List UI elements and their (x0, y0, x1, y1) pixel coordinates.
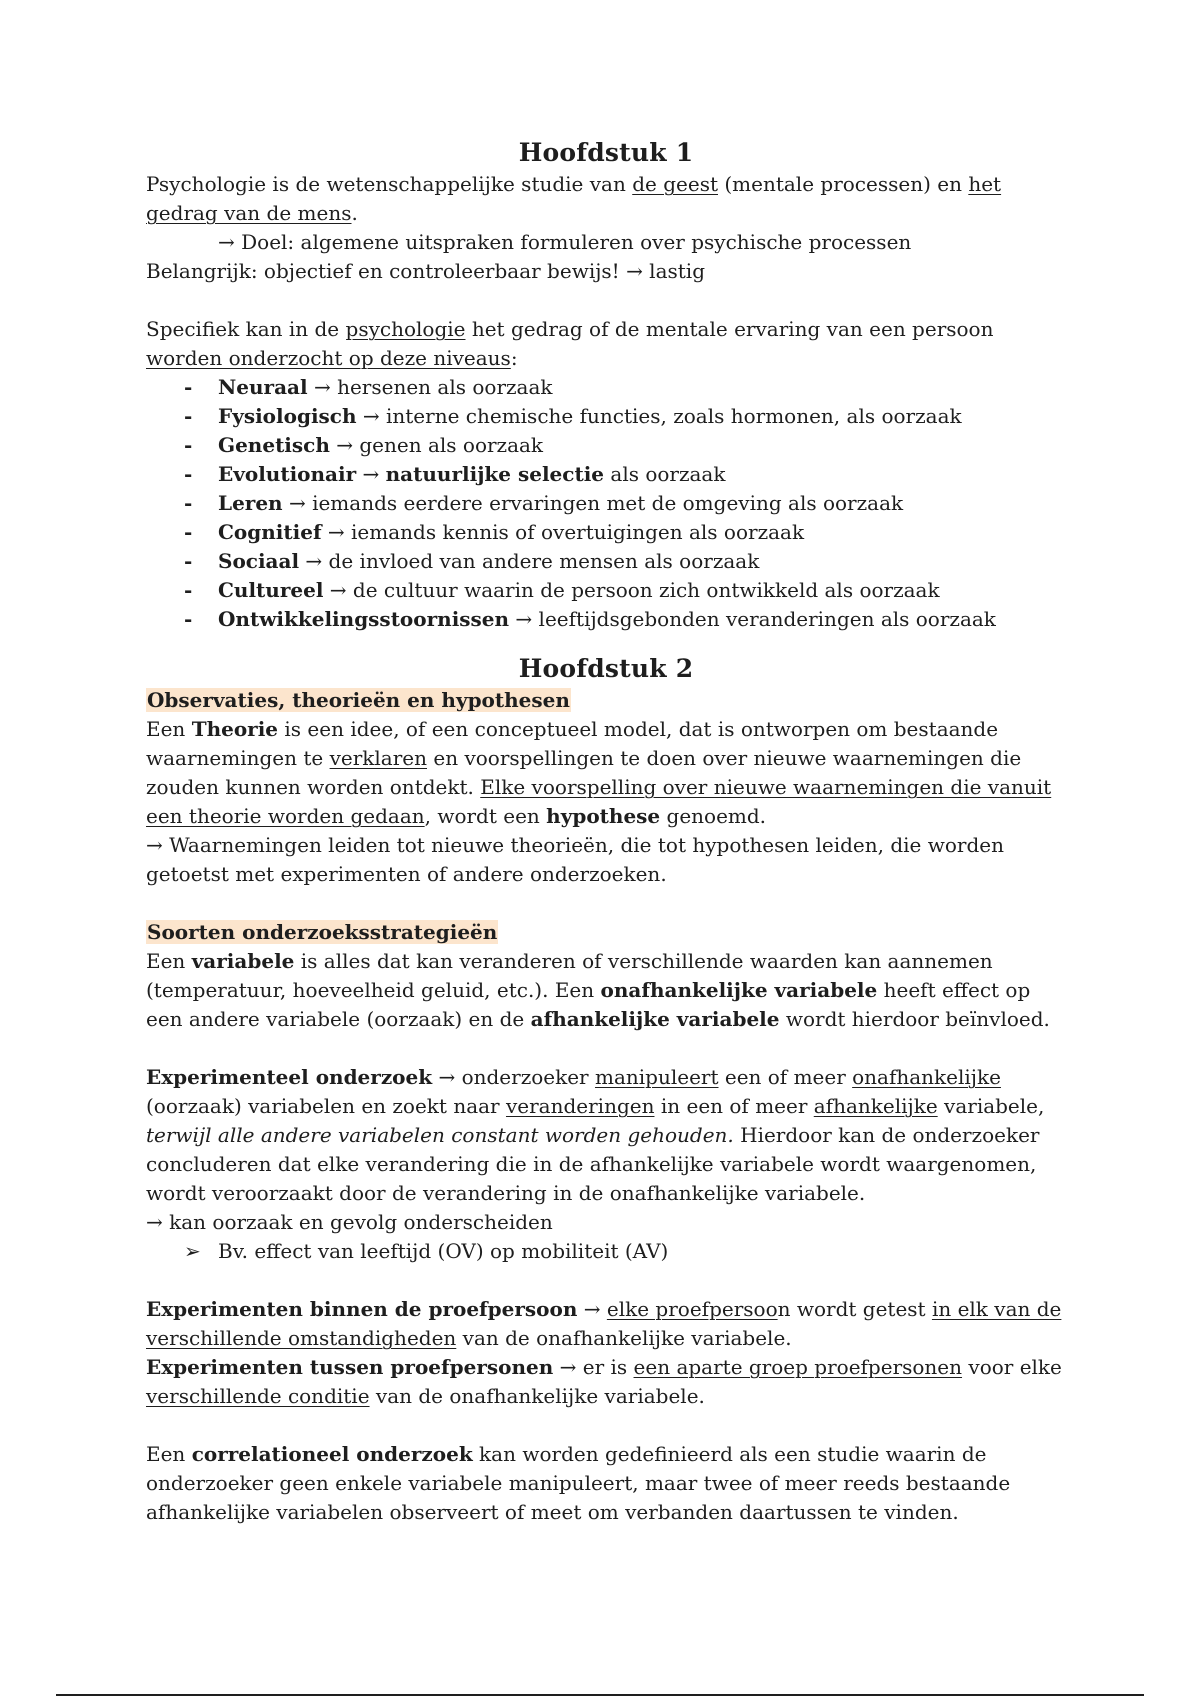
text-run: een of meer (718, 1065, 853, 1089)
list-item (146, 460, 1066, 489)
list-item (146, 576, 1066, 605)
arrowhead-bullet-icon: ➢ (184, 1239, 201, 1263)
underlined-text: verschillende conditie (146, 1384, 370, 1408)
list-item (146, 402, 1066, 431)
underlined-text: verklaren (329, 746, 428, 770)
example-text: Bv. effect van leeftijd (OV) op mobiliteit (AV) (218, 1239, 669, 1263)
text-run: Een (146, 949, 192, 973)
text-run: Een (146, 717, 192, 741)
bold-term: correlationeel onderzoek (191, 1442, 473, 1466)
level-description: → genen als oorzaak (329, 433, 544, 457)
spacer (146, 1411, 1066, 1440)
level-description: → de cultuur waarin de persoon zich ontwikkeld als oorzaak (323, 578, 940, 602)
bold-term: Experimenten tussen proefpersonen (146, 1355, 554, 1379)
page-bottom-rule (56, 1694, 1144, 1696)
list-item (146, 518, 1066, 547)
text-run: : (510, 346, 518, 370)
levels-list (146, 373, 1066, 634)
observations-heading (146, 686, 1066, 715)
example-item (146, 1237, 1066, 1266)
level-description: → de invloed van andere mensen als oorzaak (299, 549, 760, 573)
list-item (146, 373, 1066, 402)
highlighted-heading: Soorten onderzoeksstrategieën (147, 920, 498, 944)
spacer (146, 286, 1066, 315)
text-run: het gedrag of de mentale ervaring van een persoon (465, 317, 994, 341)
level-description: → leeftijdsgebonden veranderingen als oorzaak (509, 607, 996, 631)
highlighted-heading: Observaties, theorieën en hypothesen (147, 688, 570, 712)
between-subjects-paragraph (146, 1353, 1066, 1411)
level-term: Genetisch (218, 433, 330, 457)
text-run: in een of meer (654, 1094, 814, 1118)
text-run: Psychologie is de wetenschappelijke studie van (146, 172, 633, 196)
level-term: Sociaal (218, 549, 300, 573)
within-subjects-paragraph (146, 1295, 1066, 1353)
level-description: → iemands eerdere ervaringen met de omgeving als oorzaak (282, 491, 904, 515)
level-term-secondary: natuurlijke selectie (385, 462, 605, 486)
text-run: heeft effect op een andere variabele (oorzaak) en de (146, 978, 1031, 1031)
bold-term: Experimenteel onderzoek (146, 1065, 433, 1089)
text-run: n wordt getest (777, 1297, 932, 1321)
text-run: is alles dat kan veranderen of verschillende waarden kan aannemen (temperatuur, hoeveelheid geluid, etc.). Een (146, 949, 993, 1002)
text-run: → onderzoeker (432, 1065, 595, 1089)
text-run: van de onafhankelijke variabele. (456, 1326, 792, 1350)
list-item (146, 431, 1066, 460)
observations-arrow-line: → Waarnemingen leiden tot nieuwe theorieën, die tot hypothesen leiden, die worden getoetst met experimenten of andere onderzoeken. (146, 833, 1004, 886)
variable-paragraph (146, 947, 1066, 1034)
levels-intro (146, 315, 1066, 373)
bold-term: onafhankelijke variabele (600, 978, 878, 1002)
underlined-text: psychologie (345, 317, 466, 341)
cause-effect-line: → kan oorzaak en gevolg onderscheiden (146, 1210, 553, 1234)
underlined-text: worden onderzocht op deze niveaus (146, 346, 511, 370)
text-run: . (351, 201, 358, 225)
bold-term: afhankelijke variabele (530, 1007, 780, 1031)
level-description: → hersenen als oorzaak (307, 375, 553, 399)
chapter-1-title: Hoofdstuk 1 (518, 138, 694, 167)
level-term: Leren (218, 491, 283, 515)
list-item (146, 489, 1066, 518)
spacer (146, 634, 1066, 652)
text-run: van de onafhankelijke variabele. (369, 1384, 705, 1408)
bold-term: Theorie (191, 717, 279, 741)
experimental-paragraph (146, 1063, 1066, 1208)
spacer (146, 1266, 1066, 1295)
list-item (146, 605, 1066, 634)
level-description: → interne chemische functies, zoals hormonen, als oorzaak (356, 404, 962, 428)
text-run: en voorspellingen te doen over nieuwe waarnemingen die zouden kunnen worden ontdekt. (146, 746, 1022, 799)
bold-term: Experimenten binnen de proefpersoon (146, 1297, 578, 1321)
intro-paragraph (146, 170, 1066, 228)
text-run: wordt hierdoor beïnvloed. (779, 1007, 1050, 1031)
level-term: Neuraal (218, 375, 308, 399)
level-term: Ontwikkelingsstoornissen (218, 607, 510, 631)
underlined-text: afhankelijke (813, 1094, 938, 1118)
text-run: Specifiek kan in de (146, 317, 346, 341)
level-term: Cognitief (218, 520, 322, 544)
underlined-text: onafhankelijke (852, 1065, 1001, 1089)
underlined-text: de geest (632, 172, 718, 196)
chapter-2-title: Hoofdstuk 2 (518, 654, 694, 683)
list-item (146, 547, 1066, 576)
underlined-text: manipuleert (594, 1065, 719, 1089)
text-run: , wordt een (424, 804, 547, 828)
spacer (146, 889, 1066, 918)
strategies-heading (146, 918, 1066, 947)
theory-paragraph (146, 715, 1066, 831)
text-run: kan worden gedefinieerd als een studie waarin de onderzoeker geen enkele variabele manipuleert, maar twee of meer reeds bestaande afhankelijke variabelen observeert of meet om verbanden daartussen te vinden. (146, 1442, 1011, 1524)
text-run: is een idee, of een conceptueel model, dat is ontworpen om bestaande waarnemingen te (146, 717, 999, 770)
underlined-text: Elke voorspelling over nieuwe waarnemingen die vanuit een theorie worden gedaan (146, 775, 1052, 828)
level-term: Evolutionair (218, 462, 357, 486)
text-run: (oorzaak) variabelen en zoekt naar (146, 1094, 506, 1118)
text-run: Een (146, 1442, 192, 1466)
goal-line: → Doel: algemene uitspraken formuleren over psychische processen (218, 230, 912, 254)
bold-term: hypothese (546, 804, 661, 828)
text-run: → er is (553, 1355, 634, 1379)
text-run: Hierdoor kan de onderzoeker concluderen dat elke verandering die in de afhankelijke variabele wordt waargenomen, wordt veroorzaakt door de verandering in de onafhankelijke variabele. (146, 1123, 1040, 1205)
underlined-text: veranderingen (505, 1094, 655, 1118)
underlined-text: het gedrag van de mens (146, 172, 1002, 225)
text-run: voor elke (962, 1355, 1062, 1379)
bold-term: variabele (191, 949, 295, 973)
level-term: Cultureel (218, 578, 324, 602)
level-description: als oorzaak (604, 462, 726, 486)
underlined-text: in elk van de verschillende omstandigheden (146, 1297, 1062, 1350)
text-run: (mentale processen) en (718, 172, 969, 196)
correlational-paragraph (146, 1440, 1066, 1527)
level-description: → (356, 462, 386, 486)
italic-text: terwijl alle andere variabelen constant worden gehouden. (146, 1123, 734, 1147)
document-content (146, 136, 1066, 1527)
text-run: variabele, (937, 1094, 1045, 1118)
spacer (146, 1034, 1066, 1063)
important-line: Belangrijk: objectief en controleerbaar bewijs! → lastig (146, 259, 706, 283)
underlined-text: elke proefpersoo (606, 1297, 778, 1321)
underlined-text: een aparte groep proefpersonen (633, 1355, 963, 1379)
text-run: → (577, 1297, 607, 1321)
text-run: genoemd. (660, 804, 767, 828)
level-term: Fysiologisch (218, 404, 357, 428)
level-description: → iemands kennis of overtuigingen als oorzaak (321, 520, 805, 544)
